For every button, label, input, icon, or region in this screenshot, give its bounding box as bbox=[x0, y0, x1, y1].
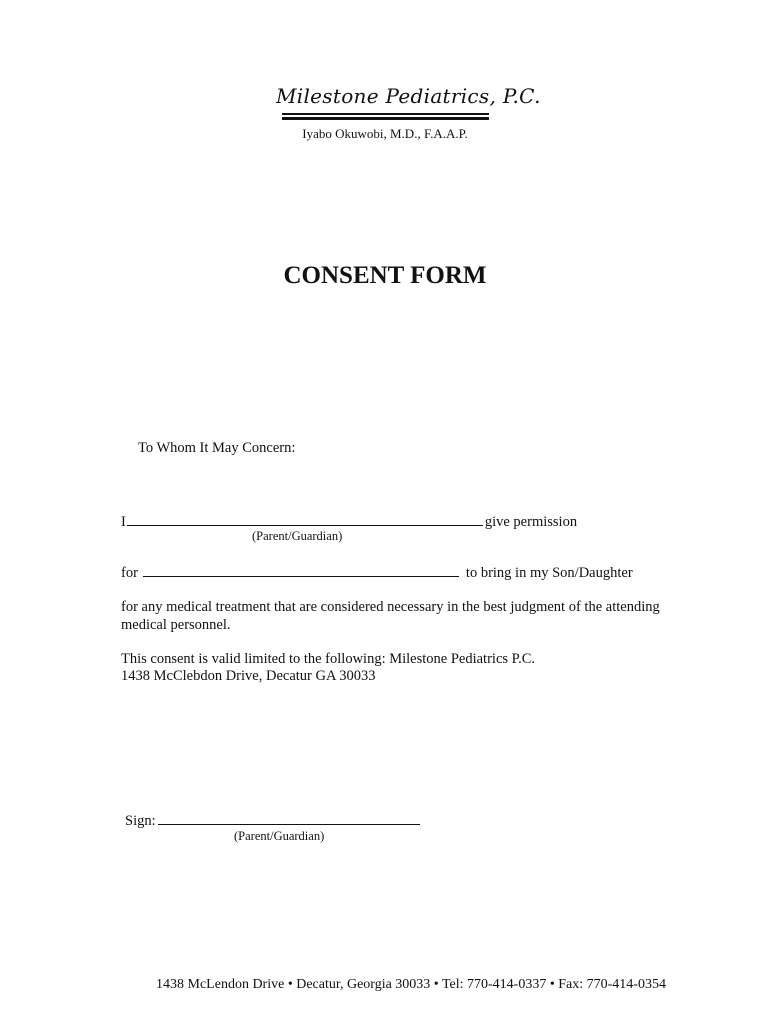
permission-suffix: give permission bbox=[484, 514, 578, 530]
form-title: CONSENT FORM bbox=[283, 262, 487, 289]
signature-line bbox=[125, 810, 420, 830]
permission-line bbox=[121, 511, 577, 531]
for-suffix: to bring in my Son/Daughter bbox=[465, 565, 633, 581]
validity-line-2: 1438 McClebdon Drive, Decatur GA 30033 bbox=[121, 668, 376, 684]
signature-field[interactable] bbox=[158, 810, 420, 825]
validity-line-1: This consent is valid limited to the following: Milestone Pediatrics P.C. bbox=[121, 651, 536, 667]
letterhead-rule-thin bbox=[282, 113, 489, 115]
parent-guardian-caption: (Parent/Guardian) bbox=[252, 529, 343, 543]
validity-paragraph bbox=[121, 651, 535, 685]
for-prefix: for bbox=[121, 565, 138, 581]
doctor-name: Iyabo Okuwobi, M.D., F.A.A.P. bbox=[302, 126, 468, 141]
permission-prefix: I bbox=[121, 514, 126, 530]
letterhead-rule-thick bbox=[282, 117, 489, 120]
parent-guardian-name-field[interactable] bbox=[127, 511, 483, 526]
signature-label: Sign: bbox=[125, 813, 156, 829]
signature-caption: (Parent/Guardian) bbox=[234, 829, 325, 843]
child-name-field[interactable] bbox=[143, 562, 459, 577]
treatment-paragraph: for any medical treatment that are considered necessary in the best judgment of the attending medical personnel. bbox=[121, 599, 660, 633]
footer-address: 1438 McLendon Drive • Decatur, Georgia 30033 • Tel: 770-414-0337 • Fax: 770-414-0354 bbox=[156, 977, 666, 992]
practice-logo: Milestone Pediatrics, P.C. bbox=[276, 84, 541, 108]
greeting: To Whom It May Concern: bbox=[138, 440, 296, 456]
for-line bbox=[121, 562, 633, 582]
